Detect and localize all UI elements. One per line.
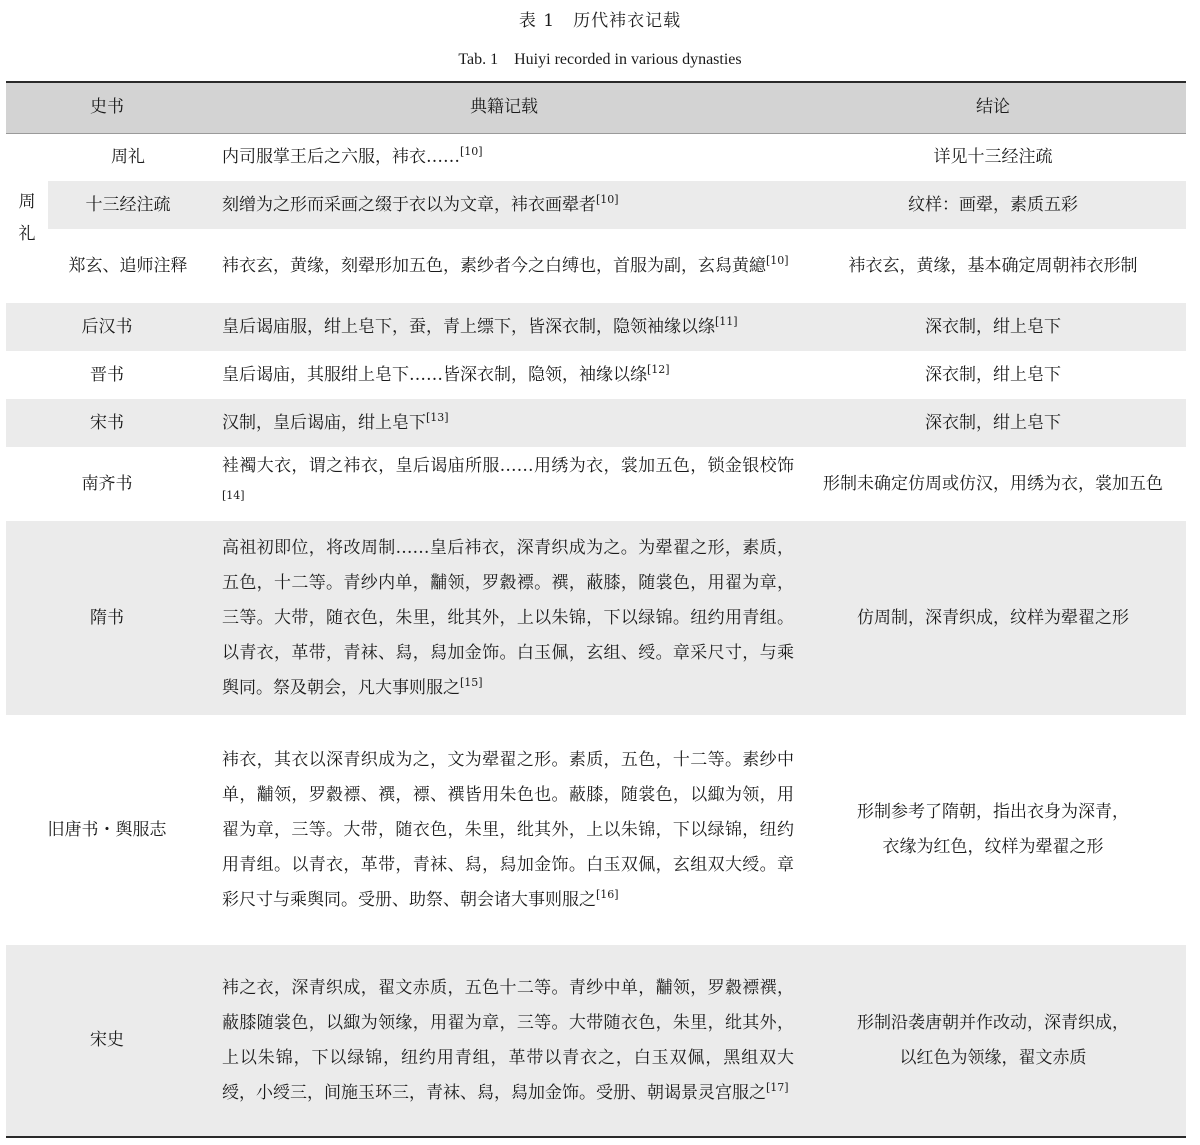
- record-cell: 汉制，皇后谒庙，绀上皂下[13]: [222, 410, 449, 433]
- conclusion-cell: 深衣制，绀上皂下: [925, 364, 1061, 385]
- conclusion-cell: 深衣制，绀上皂下: [925, 316, 1061, 337]
- conclusion-cell: 形制参考了隋朝，指出衣身为深青， 衣缘为红色，纹样为翚翟之形: [857, 802, 1129, 857]
- record-cell: 皇后谒庙服，绀上皂下，蚕，青上缥下，皆深衣制，隐领袖缘以绦[11]: [222, 314, 738, 337]
- conclusion-cell: 仿周制，深青织成，纹样为翚翟之形: [857, 607, 1129, 628]
- table-row: [6, 447, 1186, 521]
- record-cell: 皇后谒庙，其服绀上皂下……皆深衣制，隐领，袖缘以绦[12]: [222, 362, 670, 385]
- table-header-row: [6, 82, 1186, 133]
- record-cell: 刻缯为之形而采画之缀于衣以为文章，袆衣画翚者[10]: [222, 192, 619, 215]
- record-cell: 袆衣玄，黄缘，刻翚形加五色，素纱者今之白缚也，首服为副，玄舄黄繶[10]: [222, 253, 789, 276]
- citation-ref: [17]: [766, 1080, 789, 1094]
- citation-ref: [12]: [647, 362, 670, 376]
- citation-ref: [10]: [766, 253, 789, 267]
- table-row: [6, 229, 1186, 303]
- table-row: [6, 181, 1186, 229]
- record-cell: 高祖初即位，将改周制……皇后袆衣，深青织成为之。为翚翟之形，素质，五色，十二等。青纱内单，黼领，罗縠褾。襈，蔽膝，随裳色，用翟为章，三等。大带，随衣色，朱里，纰其外，上以朱锦，下以绿锦。纽约用青组。以青衣，革带，青袜、舄，舄加金饰。白玉佩，玄组、绶。章采尺寸，与乘舆同。祭及朝会，凡大事则服之[15]: [222, 537, 794, 698]
- conclusion-cell: 形制未确定仿周或仿汉，用绣为衣，裳加五色: [823, 473, 1163, 494]
- table-caption-en: Tab. 1 Huiyi recorded in various dynasties: [458, 51, 742, 68]
- table-row: [6, 521, 1186, 715]
- record-cell: 袿襡大衣，谓之袆衣，皇后谒庙所服……用绣为衣，裳加五色，锁金银校饰[14]: [222, 456, 794, 502]
- citation-ref: [14]: [222, 489, 245, 502]
- citation-ref: [16]: [596, 887, 619, 901]
- book-cell: 宋书: [90, 412, 124, 433]
- table-row: [6, 715, 1186, 945]
- header-book: 史书: [6, 82, 208, 133]
- table-row: [6, 351, 1186, 399]
- citation-ref: [10]: [596, 192, 619, 206]
- record-cell: 袆之衣，深青织成，翟文赤质，五色十二等。青纱中单，黼领，罗縠褾襈，蔽膝随裳色，以緅为领缘，用翟为章，三等。大带随衣色，朱里，纰其外，上以朱锦，下以绿锦，纽约用青组，革带以青衣之，白玉双佩，黑组双大绶，小绶三，间施玉环三，青袜、舄，舄加金饰。受册、朝谒景灵宫服之[17]: [208, 945, 800, 1137]
- table-caption-cn: 表 1 历代袆衣记载: [518, 11, 682, 31]
- book-cell: 旧唐书・舆服志: [47, 819, 167, 840]
- book-cell: 后汉书: [81, 316, 133, 337]
- header-conclusion: 结论: [800, 82, 1186, 133]
- group-label-zhouli: 周 礼: [6, 133, 48, 303]
- book-cell: 南齐书: [81, 473, 133, 494]
- table-row: [6, 945, 1186, 1137]
- citation-ref: [13]: [426, 410, 449, 424]
- citation-ref: [10]: [460, 144, 483, 158]
- conclusion-cell: 详见十三经注疏: [933, 146, 1053, 167]
- record-cell: 袆衣，其衣以深青织成为之，文为翚翟之形。素质，五色，十二等。素纱中单，黼领，罗縠褾、襈，褾、襈皆用朱色也。蔽膝，随裳色，以緅为领，用翟为章，三等。大带，随衣色，朱里，纰其外，上以朱锦，下以绿锦，纽约用青组。以青衣，革带，青袜、舄，舄加金饰。白玉双佩，玄组双大绶。章彩尺寸与乘舆同。受册、助祭、朝会诸大事则服之[16]: [222, 749, 794, 910]
- table-row: [6, 133, 1186, 181]
- book-cell: 晋书: [90, 364, 124, 385]
- dynasties-huiyi-table: [6, 81, 1186, 1138]
- record-cell: 内司服掌王后之六服，袆衣……[10]: [222, 144, 483, 167]
- conclusion-cell: 形制沿袭唐朝并作改动，深青织成， 以红色为领缘，翟文赤质: [800, 945, 1186, 1137]
- book-cell: 郑玄、追师注释: [68, 255, 188, 276]
- conclusion-cell: 纹样：画翚，素质五彩: [908, 194, 1078, 215]
- header-record: 典籍记载: [208, 82, 800, 133]
- book-cell: 周礼: [111, 146, 145, 167]
- citation-ref: [11]: [715, 314, 738, 328]
- conclusion-cell: 深衣制，绀上皂下: [925, 412, 1061, 433]
- book-cell: 十三经注疏: [85, 194, 171, 215]
- conclusion-cell: 袆衣玄，黄缘，基本确定周朝袆衣形制: [848, 255, 1138, 276]
- citation-ref: [15]: [460, 675, 483, 689]
- book-cell: 宋史: [6, 945, 208, 1137]
- table-row: [6, 399, 1186, 447]
- table-row: [6, 303, 1186, 351]
- book-cell: 隋书: [90, 607, 124, 628]
